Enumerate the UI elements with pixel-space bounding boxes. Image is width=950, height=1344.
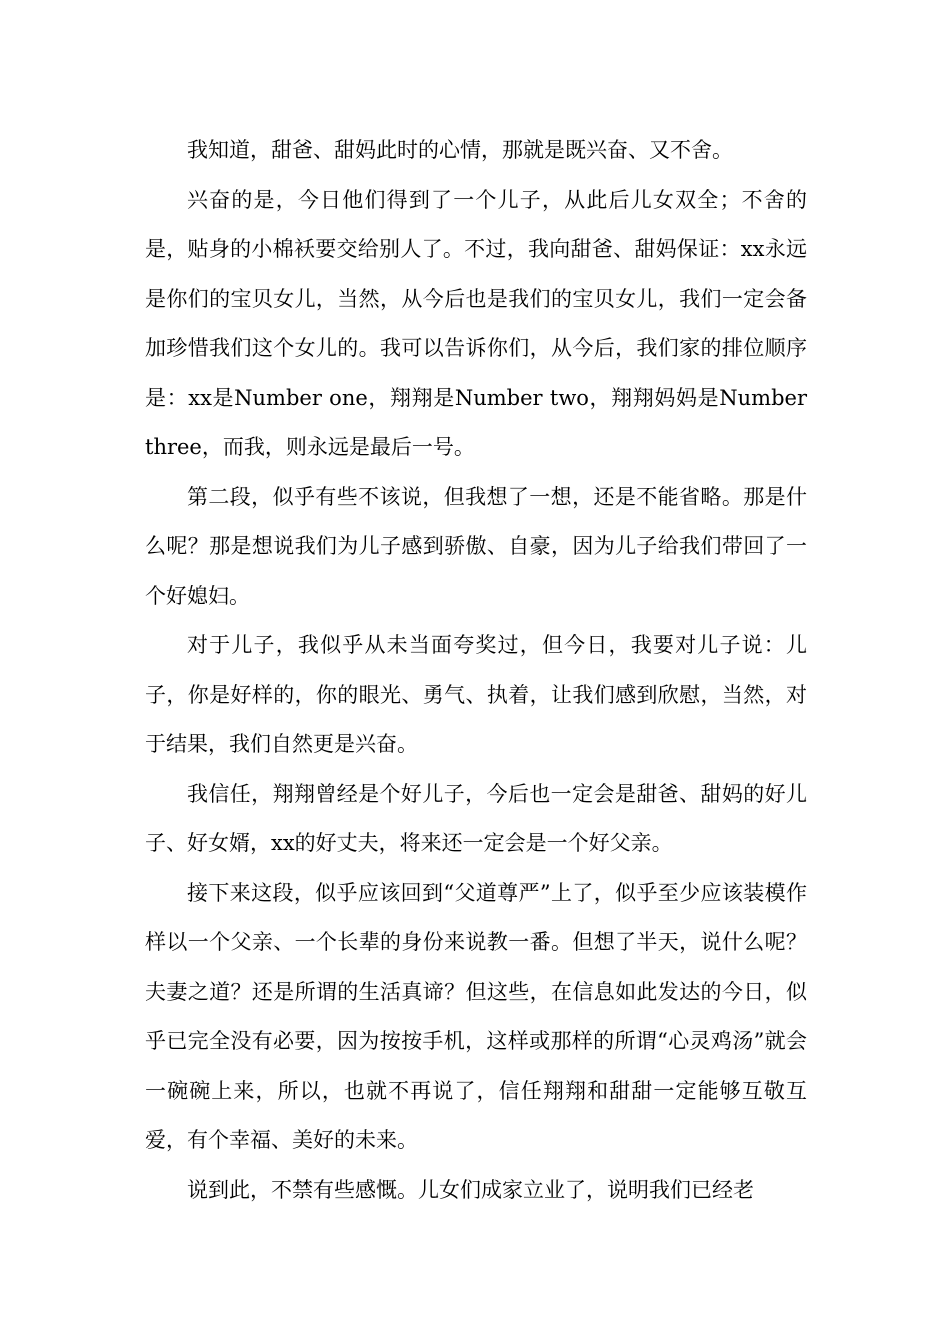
paragraph: 兴奋的是，今日他们得到了一个儿子，从此后儿女双全；不舍的是，贴身的小棉袄要交给别人了。不过，我向甜爸、甜妈保证：xx永远是你们的宝贝女儿，当然，从今后也是我们的宝贝女儿，我们一定会备加珍惜我们这个女儿的。我可以告诉你们，从今后，我们家的排位顺序是：xx是Number one，翔翔是Number two，翔翔妈妈是Number three，而我，则永远是最后一号。	[145, 187, 807, 459]
paragraph: 第二段，似乎有些不该说，但我想了一想，还是不能省略。那是什么呢？那是想说我们为儿子感到骄傲、自豪，因为儿子给我们带回了一个好媳妇。	[145, 484, 807, 608]
paragraph: 接下来这段，似乎应该回到“父道尊严”上了，似乎至少应该装模作样以一个父亲、一个长辈的身份来说教一番。但想了半天，说什么呢？夫妻之道？还是所谓的生活真谛？但这些，在信息如此发达的今日，似乎已完全没有必要，因为按按手机，这样或那样的所谓“心灵鸡汤”就会一碗碗上来，所以，也就不再说了，信任翔翔和甜甜一定能够互敬互爱，有个幸福、美好的未来。	[145, 880, 807, 1152]
document-page	[145, 126, 807, 1215]
paragraph: 我信任，翔翔曾经是个好儿子，今后也一定会是甜爸、甜妈的好儿子、好女婿，xx的好丈夫，将来还一定会是一个好父亲。	[145, 781, 807, 855]
paragraph: 对于儿子，我似乎从未当面夸奖过，但今日，我要对儿子说：儿子，你是好样的，你的眼光、勇气、执着，让我们感到欣慰，当然，对于结果，我们自然更是兴奋。	[145, 633, 807, 756]
paragraph: 我知道，甜爸、甜妈此时的心情，那就是既兴奋、又不舍。	[187, 138, 733, 162]
paragraph: 说到此，不禁有些感慨。儿女们成家立业了，说明我们已经老	[187, 1177, 754, 1202]
